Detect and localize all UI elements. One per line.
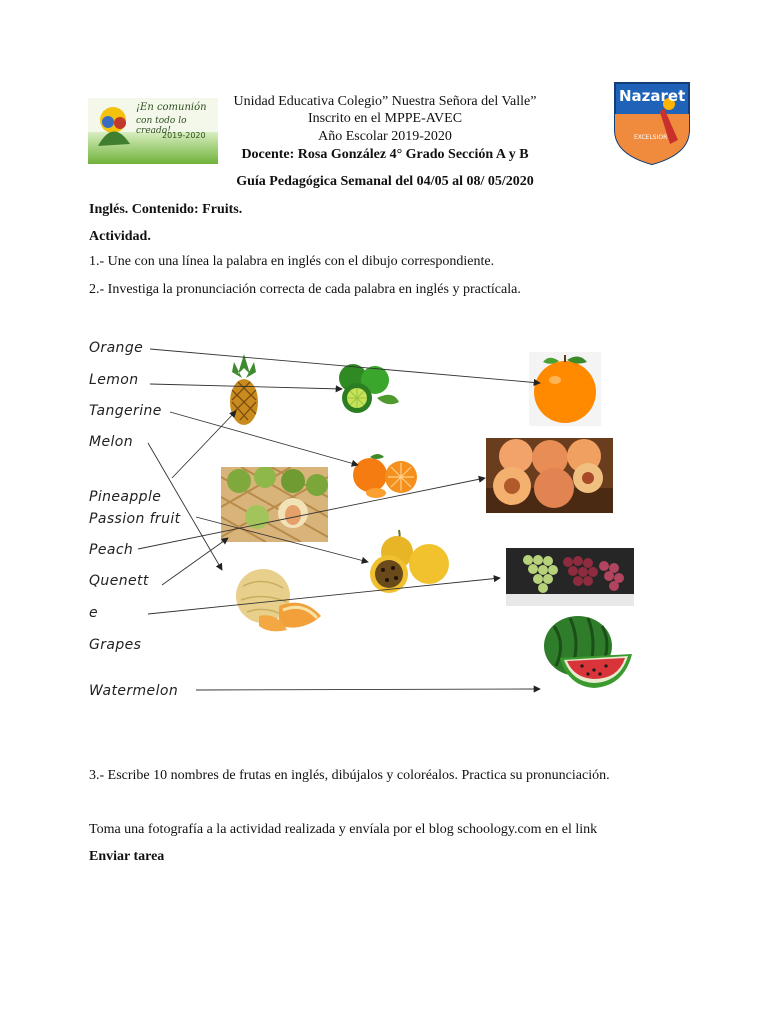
left-logo-text-1: ¡En comunión <box>136 102 207 113</box>
line-peach <box>138 478 485 549</box>
line-passion-fruit <box>196 517 368 562</box>
word-watermelon: Watermelon <box>89 683 179 699</box>
word-lemon: Lemon <box>89 372 139 388</box>
word-grapes: Grapes <box>89 637 142 653</box>
line-orange <box>150 349 540 383</box>
right-logo-text: Nazaret <box>619 87 686 105</box>
send-homework-link[interactable]: Enviar tarea <box>89 849 165 864</box>
word-pineapple: Pineapple <box>89 489 162 505</box>
word-peach: Peach <box>89 542 134 558</box>
activity-title: Actividad. <box>89 229 151 244</box>
step-1: 1.- Une con una línea la palabra en inglés con el dibujo correspondiente. <box>89 254 495 269</box>
step-2: 2.- Investiga la pronunciación correcta de cada palabra en inglés y practícala. <box>89 282 521 297</box>
word-quenette-part2: e <box>89 605 99 621</box>
registration: Inscrito en el MPPE-AVEC <box>307 111 463 126</box>
line-lemon <box>150 384 342 389</box>
word-quenette-part1: Quenett <box>89 573 149 589</box>
word-orange: Orange <box>89 340 144 356</box>
word-melon: Melon <box>89 434 134 450</box>
subject-line: Inglés. Contenido: Fruits. <box>89 202 243 217</box>
line-quenette <box>162 538 228 585</box>
left-logo-text-2: con todo lo creado! <box>136 116 187 136</box>
line-grapes <box>148 578 500 614</box>
word-passion-fruit: Passion fruit <box>89 511 181 527</box>
teacher-line: Docente: Rosa González 4° Grado Sección A y B <box>241 147 529 162</box>
line-melon <box>148 443 222 570</box>
right-logo-small: EXCELSIOR <box>634 134 668 141</box>
left-logo-year: 2019-2020 <box>162 131 206 140</box>
school-year: Año Escolar 2019-2020 <box>318 129 452 144</box>
step-3: 3.- Escribe 10 nombres de frutas en inglés, dibújalos y coloréalos. Practica su pronunciación. <box>89 768 610 783</box>
word-tangerine: Tangerine <box>89 403 162 419</box>
line-pineapple <box>172 411 236 478</box>
line-watermelon <box>196 689 540 690</box>
instruction-line: Toma una fotografía a la actividad realizada y envíala por el blog schoology.com en el link <box>89 822 598 837</box>
school-name: Unidad Educativa Colegio” Nuestra Señora del Valle” <box>233 94 537 109</box>
line-tangerine <box>170 412 358 465</box>
guide-title: Guía Pedagógica Semanal del 04/05 al 08/ 05/2020 <box>236 174 534 189</box>
